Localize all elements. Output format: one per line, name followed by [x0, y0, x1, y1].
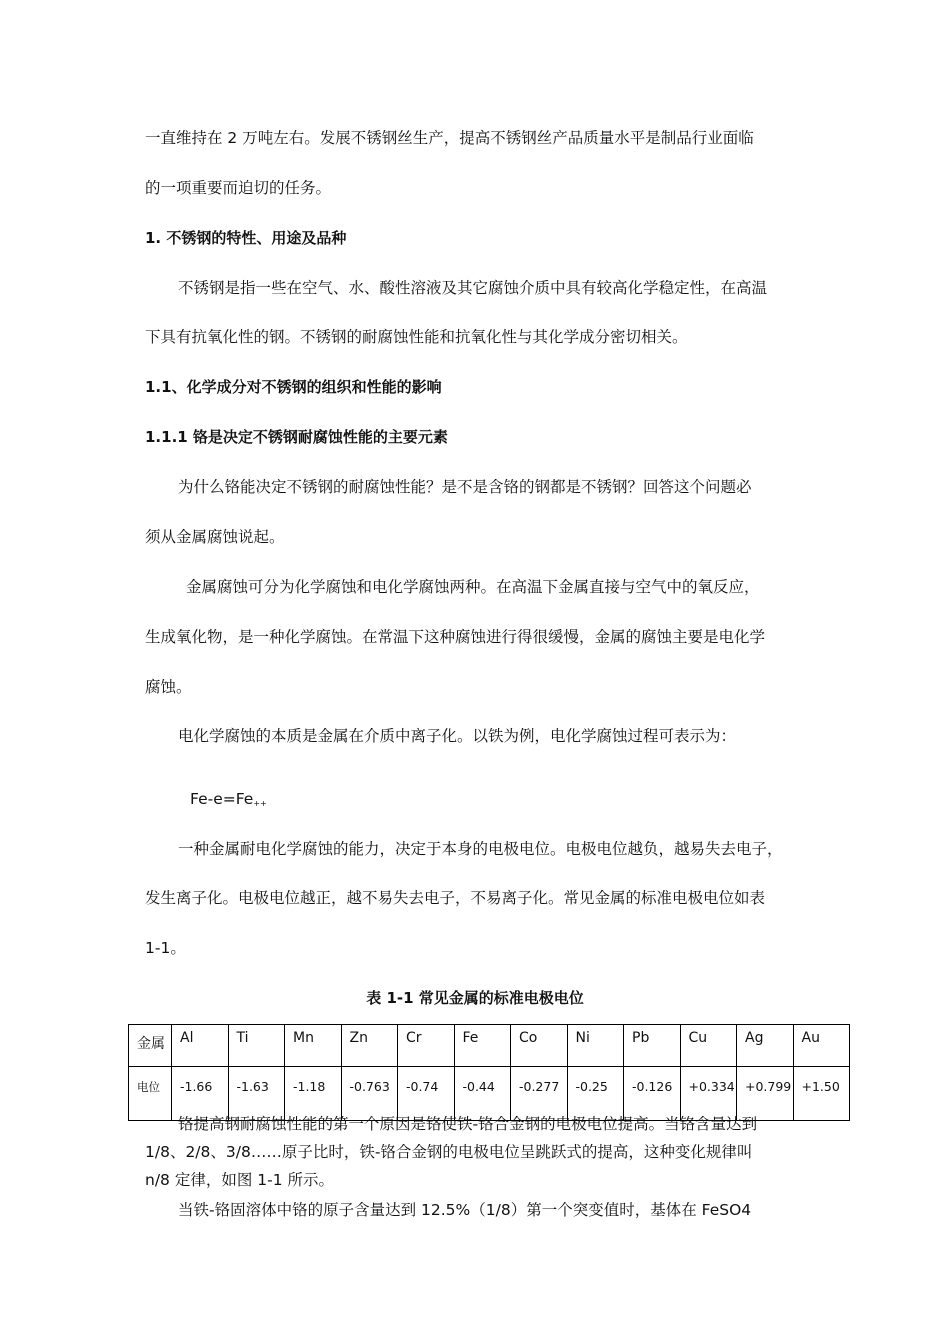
potential-cell: -0.74: [398, 1067, 455, 1121]
text-line: n/8 定律，如图 1-1 所示。: [145, 1171, 335, 1189]
metal-cell: Al: [172, 1025, 229, 1067]
text-line: 生成氧化物，是一种化学腐蚀。在常温下这种腐蚀进行得很缓慢，金属的腐蚀主要是电化学: [145, 628, 766, 646]
text-line: 的一项重要而迫切的任务。: [145, 179, 332, 197]
text-line: 不锈钢是指一些在空气、水、酸性溶液及其它腐蚀介质中具有较高化学稳定性，在高温: [178, 279, 768, 297]
metal-cell: Fe: [454, 1025, 511, 1067]
table-row-metals: [129, 1025, 850, 1067]
table-caption: 表 1-1 常见金属的标准电极电位: [366, 989, 584, 1007]
row-label-metal: 金属: [129, 1025, 172, 1067]
metal-cell: Cr: [398, 1025, 455, 1067]
text-line: 发生离子化。电极电位越正，越不易失去电子，不易离子化。常见金属的标准电极电位如表: [145, 889, 766, 907]
text-line: 铬提高钢耐腐蚀性能的第一个原因是铬使铁-铬合金钢的电极电位提高。当铬含量达到: [178, 1115, 758, 1133]
metal-cell: Zn: [341, 1025, 398, 1067]
subsection-heading: 1.1、化学成分对不锈钢的组织和性能的影响: [145, 378, 442, 396]
text-line: 当铁-铬固溶体中铬的原子含量达到 12.5%（1/8）第一个突变值时，基体在 FeSO4: [178, 1201, 752, 1219]
potential-cell: -1.18: [285, 1067, 342, 1121]
text-line: 下具有抗氧化性的钢。不锈钢的耐腐蚀性能和抗氧化性与其化学成分密切相关。: [145, 328, 688, 346]
text-line: 金属腐蚀可分为化学腐蚀和电化学腐蚀两种。在高温下金属直接与空气中的氧反应，: [186, 578, 760, 596]
potential-table: [128, 1024, 850, 1121]
metal-cell: Cu: [680, 1025, 737, 1067]
metal-cell: Ag: [737, 1025, 794, 1067]
text-line: 一种金属耐电化学腐蚀的能力，决定于本身的电极电位。电极电位越负，越易失去电子，: [178, 840, 783, 858]
potential-cell: +1.50: [793, 1067, 850, 1121]
potential-cell: +0.334: [680, 1067, 737, 1121]
text-line: 须从金属腐蚀说起。: [145, 528, 285, 546]
potential-cell: -0.126: [624, 1067, 681, 1121]
potential-cell: -0.277: [511, 1067, 568, 1121]
metal-cell: Au: [793, 1025, 850, 1067]
metal-cell: Ti: [228, 1025, 285, 1067]
metal-cell: Co: [511, 1025, 568, 1067]
potential-cell: -0.763: [341, 1067, 398, 1121]
text-line: 1-1。: [145, 939, 186, 957]
text-line: 一直维持在 2 万吨左右。发展不锈钢丝生产，提高不锈钢丝产品质量水平是制品行业面临: [145, 129, 754, 147]
formula-superscript: ++: [253, 799, 267, 808]
row-label-potential: 电位: [129, 1067, 172, 1121]
potential-cell: -0.25: [567, 1067, 624, 1121]
text-line: 为什么铬能决定不锈钢的耐腐蚀性能？是不是含铬的钢都是不锈钢？回答这个问题必: [178, 478, 752, 496]
text-line: 腐蚀。: [145, 678, 192, 696]
text-line: 电化学腐蚀的本质是金属在介质中离子化。以铁为例，电化学腐蚀过程可表示为：: [178, 727, 737, 745]
metal-cell: Ni: [567, 1025, 624, 1067]
section-heading: 1. 不锈钢的特性、用途及品种: [145, 229, 347, 247]
subsubsection-heading: 1.1.1 铬是决定不锈钢耐腐蚀性能的主要元素: [145, 428, 448, 446]
potential-cell: -0.44: [454, 1067, 511, 1121]
formula-main: Fe-e=Fe: [190, 790, 254, 808]
metal-cell: Mn: [285, 1025, 342, 1067]
formula: [190, 788, 267, 815]
potential-cell: +0.799: [737, 1067, 794, 1121]
metal-cell: Pb: [624, 1025, 681, 1067]
potential-cell: -1.66: [172, 1067, 229, 1121]
text-line: 1/8、2/8、3/8……原子比时，铁-铬合金钢的电极电位呈跳跃式的提高，这种变化规律叫: [145, 1143, 753, 1161]
potential-cell: -1.63: [228, 1067, 285, 1121]
